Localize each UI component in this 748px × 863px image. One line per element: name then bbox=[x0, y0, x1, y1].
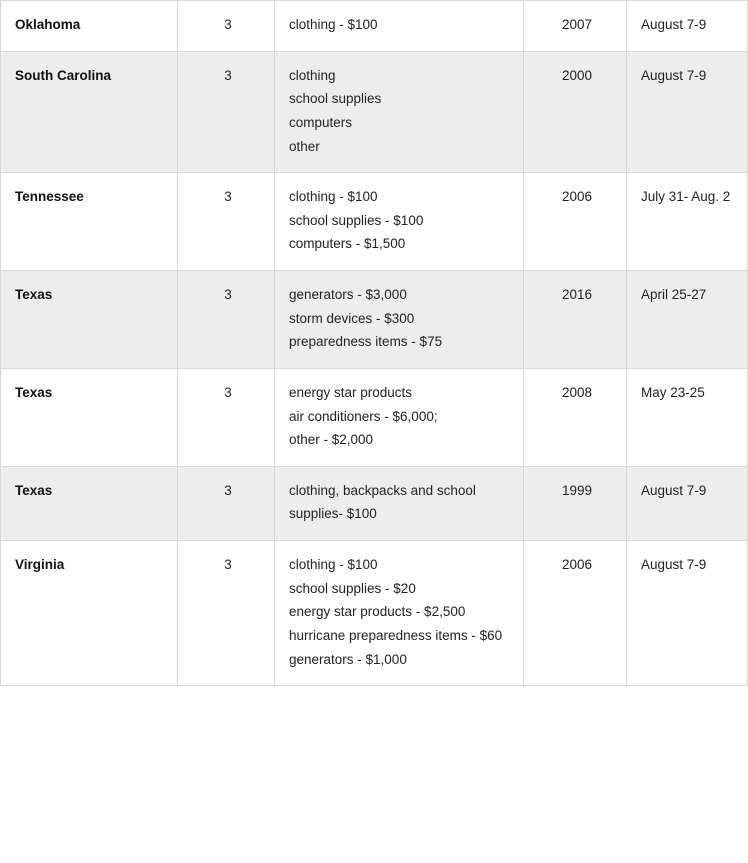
cell-state: Texas bbox=[1, 368, 178, 466]
item-line: computers bbox=[289, 114, 353, 130]
cell-days: 3 bbox=[178, 368, 275, 466]
table-row bbox=[1, 1, 748, 52]
table-row bbox=[1, 173, 748, 271]
item-line: clothing - $100 bbox=[289, 189, 378, 205]
item-line: generators - $3,000 bbox=[289, 287, 407, 302]
cell-items bbox=[275, 173, 524, 271]
cell-state: Oklahoma bbox=[1, 1, 178, 52]
item-line: school supplies - $20 bbox=[289, 580, 416, 596]
item-line: computers - $1,500 bbox=[289, 236, 406, 252]
cell-year: 2007 bbox=[524, 1, 627, 52]
cell-state: Texas bbox=[1, 271, 178, 369]
cell-year: 2006 bbox=[524, 173, 627, 271]
cell-state: Tennessee bbox=[1, 173, 178, 271]
cell-dates: April 25-27 bbox=[627, 271, 748, 369]
cell-year: 1999 bbox=[524, 466, 627, 540]
table-row bbox=[1, 466, 748, 540]
item-line: school supplies - $100 bbox=[289, 212, 424, 228]
item-line: energy star products bbox=[289, 384, 413, 400]
table-body bbox=[1, 1, 748, 686]
cell-items bbox=[275, 541, 524, 686]
cell-year: 2016 bbox=[524, 271, 627, 369]
item-line: generators - $1,000 bbox=[289, 651, 407, 667]
cell-state: Texas bbox=[1, 466, 178, 540]
item-line: air conditioners - $6,000; bbox=[289, 408, 438, 424]
cell-year: 2000 bbox=[524, 51, 627, 173]
item-line: clothing, backpacks and school supplies- $100 bbox=[289, 482, 476, 522]
cell-items bbox=[275, 51, 524, 173]
item-line: hurricane preparedness items - $60 bbox=[289, 627, 503, 643]
cell-state: South Carolina bbox=[1, 51, 178, 173]
cell-dates: August 7-9 bbox=[627, 541, 748, 686]
table-row bbox=[1, 368, 748, 466]
cell-dates: August 7-9 bbox=[627, 1, 748, 52]
item-line: school supplies bbox=[289, 91, 382, 107]
cell-dates: May 23-25 bbox=[627, 368, 748, 466]
cell-state: Virginia bbox=[1, 541, 178, 686]
item-line: clothing - $100 bbox=[289, 17, 378, 32]
item-line: storm devices - $300 bbox=[289, 310, 415, 326]
cell-items bbox=[275, 368, 524, 466]
cell-days: 3 bbox=[178, 51, 275, 173]
item-line: clothing bbox=[289, 67, 336, 83]
item-line: clothing - $100 bbox=[289, 557, 378, 572]
table-row bbox=[1, 51, 748, 173]
cell-year: 2006 bbox=[524, 541, 627, 686]
table-row bbox=[1, 541, 748, 686]
cell-days: 3 bbox=[178, 173, 275, 271]
cell-items bbox=[275, 271, 524, 369]
table-row bbox=[1, 271, 748, 369]
cell-days: 3 bbox=[178, 271, 275, 369]
cell-days: 3 bbox=[178, 541, 275, 686]
cell-items bbox=[275, 1, 524, 52]
cell-items bbox=[275, 466, 524, 540]
cell-days: 3 bbox=[178, 466, 275, 540]
cell-dates: August 7-9 bbox=[627, 51, 748, 173]
cell-dates: July 31- Aug. 2 bbox=[627, 173, 748, 271]
item-line: other - $2,000 bbox=[289, 432, 374, 448]
item-line: preparedness items - $75 bbox=[289, 334, 443, 350]
cell-days: 3 bbox=[178, 1, 275, 52]
item-line: energy star products - $2,500 bbox=[289, 604, 466, 620]
cell-dates: August 7-9 bbox=[627, 466, 748, 540]
item-line: other bbox=[289, 138, 320, 154]
cell-year: 2008 bbox=[524, 368, 627, 466]
